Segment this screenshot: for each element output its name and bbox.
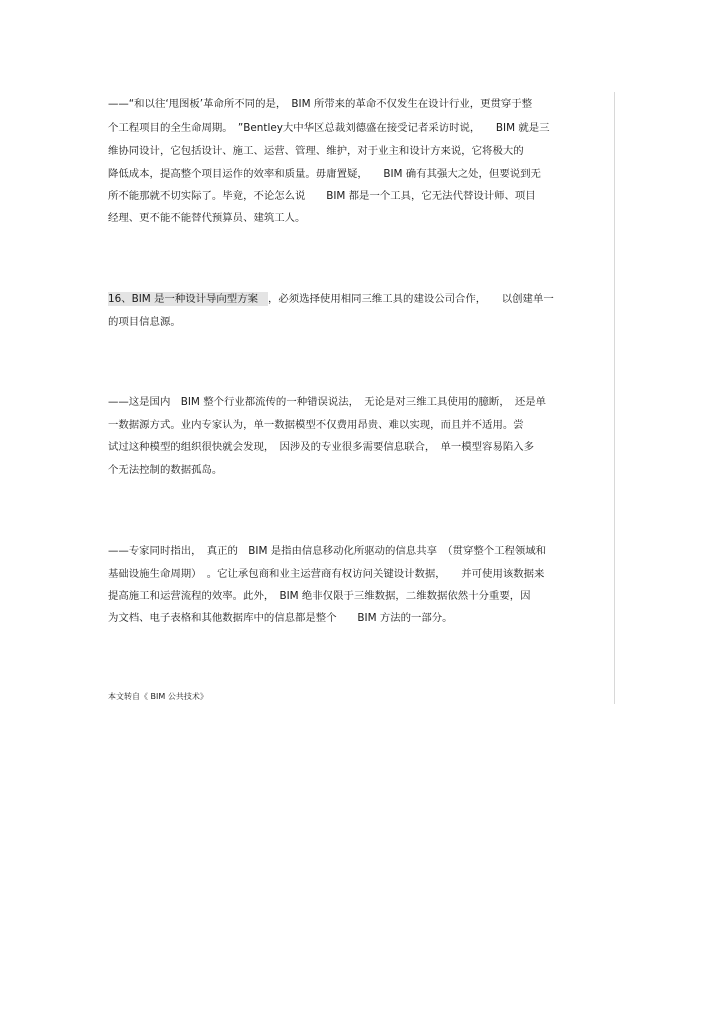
paragraph-4-line-2: 基础设施生命周期） 。它让承包商和业主运营商有权访问关键设计数据， 并可使用该数据来 — [108, 568, 545, 580]
paragraph-2-line-2: 的项目信息源。 — [108, 316, 181, 328]
paragraph-1-line-6: 经理、更不能不能替代预算员、建筑工人。 — [108, 212, 306, 224]
paragraph-4-line-3: 提高施工和运营流程的效率。此外， BIM 绝非仅限于三维数据，二维数据依然十分重要，因 — [108, 590, 531, 602]
paragraph-2-line-1-rest: ，必须选择使用相同三维工具的建设公司合作， 以创建单一 — [267, 293, 554, 305]
paragraph-3-line-2: 一数据源方式。业内专家认为，单一数据模型不仅费用昂贵、难以实现，而且并不适用。尝 — [108, 419, 524, 431]
paragraph-1-line-1: ——“和以往‘甩图板’革命所不同的是， BIM 所带来的革命不仅发生在设计行业，更贯穿于整 — [108, 98, 533, 110]
paragraph-3-line-3: 试过这种模型的组织很快就会发现， 因涉及的专业很多需要信息联合， 单一模型容易陷入多 — [108, 441, 535, 453]
paragraph-3-line-4: 个无法控制的数据孤岛。 — [108, 464, 223, 476]
paragraph-1-line-4: 降低成本，提高整个项目运作的效率和质量。毋庸置疑， BIM 确有其强大之处，但要说到无 — [108, 168, 541, 180]
paragraph-1-line-2: 个工程项目的全生命周期。 ”Bentley大中华区总裁刘德盛在接受记者采访时说， BIM 就是三 — [108, 122, 550, 134]
source-note: 本文转自《 BIM 公共技术》 — [108, 692, 208, 701]
paragraph-1-line-5: 所不能那就不切实际了。毕竟，不论怎么说 BIM 都是一个工具，它无法代替设计师、项目 — [108, 190, 536, 202]
highlighted-heading: 16、BIM 是一种设计导向型方案 — [108, 292, 268, 306]
paragraph-2-line-1 — [108, 292, 614, 306]
paragraph-1-line-3: 维协同设计，它包括设计、施工、运营、管理、维护，对于业主和设计方来说，它将极大的 — [108, 145, 524, 157]
paragraph-3-line-1: ——这是国内 BIM 整个行业都流传的一种错误说法， 无论是对三维工具使用的臆断， 还是单 — [108, 396, 547, 408]
paragraph-4-line-1: ——专家同时指出， 真正的 BIM 是指由信息移动化所驱动的信息共享 （贯穿整个工程领域和 — [108, 545, 547, 557]
paragraph-4-line-4: 为文档、电子表格和其他数据库中的信息都是整个 BIM 方法的一部分。 — [108, 612, 453, 624]
